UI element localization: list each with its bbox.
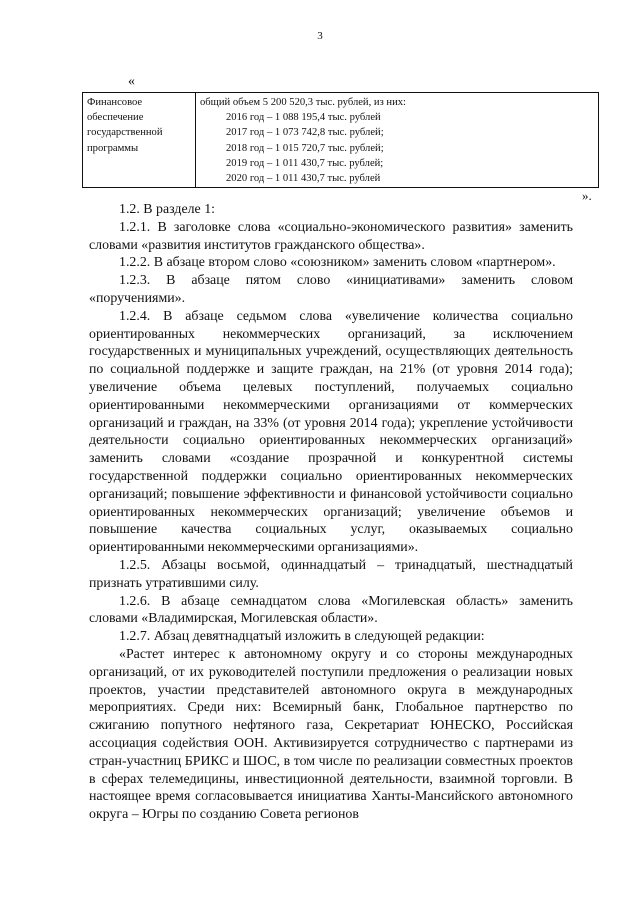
label-line: программы [87,142,139,154]
financing-table [82,92,599,188]
quoted-new-text: «Растет интерес к автономному округу и со стороны международных организаций, от их руководителей поступили предложения о реализации новых проектов, участии представителей автономного округа в международных мероприятиях. Среди них: Всемирный банк, Глобальное партнерство по сжиганию попутного нефтяного газа, Секретариат ЮНЕСКО, Российская ассоциация содействия ООН. Активизируется сотрудничество с партнерами из стран-участниц БРИКС и ШОС, в том числе по реализации совместных проектов в сферах телемедицины, инвестиционной деятельности, взаимной торговли. В настоящее время согласовывается инициатива Ханты-Мансийского автономного округа – Югры по созданию Совета регионов [89,646,573,823]
table-label-cell [83,93,196,188]
table-value-cell [196,93,599,188]
year-amount-line: 2018 год – 1 015 720,7 тыс. рублей; [226,142,384,154]
table-row [83,93,599,188]
section-heading: 1.2. В разделе 1: [119,202,215,217]
year-amount-line: 2016 год – 1 088 195,4 тыс. рублей [226,112,381,124]
closing-quote-mark: ». [582,188,592,203]
label-line: обеспечение [87,112,144,124]
opening-quote-mark: « [128,74,135,89]
document-body [89,201,573,824]
year-amount-line: 2020 год – 1 011 430,7 тыс. рублей [226,173,381,185]
label-line: Финансовое [87,97,143,108]
amendment-paragraph: 1.2.4. В абзаце седьмом слова «увеличение количества социально ориентированных некоммерческих организаций, за исключением государственных и муниципальных учреждений, осуществляющих деятельность по социальной поддержке и защите граждан, на 21% (от уровня 2014 года); увеличение объема целевых поступлений, получаемых социально ориентированными некоммерческими организациями от коммерческих организаций и граждан, на 33% (от уровня 2014 года); укрепление устойчивости деятельности социально ориентированных некоммерческих организаций» заменить словами «создание прозрачной и конкурентной системы государственной поддержки социально ориентированных некоммерческих организаций; повышение эффективности и финансовой устойчивости социально ориентированных некоммерческих организаций; увеличение объемов и повышение качества социальных услуг, оказываемых социально ориентированными некоммерческими организациями». [89,308,573,556]
amendment-paragraph: 1.2.5. Абзацы восьмой, одиннадцатый – тринадцатый, шестнадцатый признать утратившими силу. [89,557,573,591]
year-amount-line: 2019 год – 1 011 430,7 тыс. рублей; [226,157,384,169]
amendment-paragraph: 1.2.3. В абзаце пятом слово «инициативами» заменить словом «поручениями». [89,273,573,306]
amendment-paragraph: 1.2.6. В абзаце семнадцатом слова «Могилевская область» заменить словами «Владимирская, Могилевская области». [89,593,573,627]
amendment-paragraph: 1.2.2. В абзаце втором слово «союзником» заменить словом «партнером». [119,255,556,271]
year-amount-line: 2017 год – 1 073 742,8 тыс. рублей; [226,127,384,139]
total-amount-line: общий объем 5 200 520,3 тыс. рублей, из них: [200,97,406,108]
amendment-paragraph: 1.2.1. В заголовке слова «социально-экономического развития» заменить словами «развития институтов гражданского общества». [89,219,573,253]
amendment-paragraph: 1.2.7. Абзац девятнадцатый изложить в следующей редакции: [119,629,485,645]
page-number: 3 [317,30,323,42]
label-line: государственной [87,127,163,139]
